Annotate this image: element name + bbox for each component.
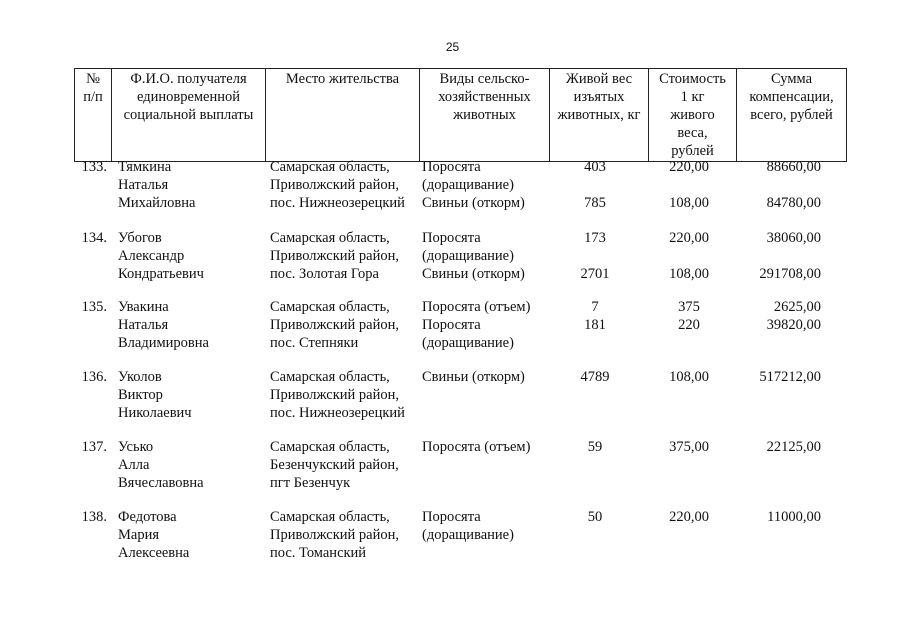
row-price: 220,00 (669, 509, 709, 525)
row-price: 108,00 (669, 369, 709, 385)
row-num: 136. (81, 369, 107, 385)
row-weight: 173 2701 (580, 230, 610, 282)
row-kind: Поросята (доращивание) Свиньи (откорм) (422, 230, 525, 282)
table-header (74, 68, 847, 162)
row-price: 220,00 108,00 (669, 159, 709, 211)
row-name: Увакина Наталья Владимировна (118, 299, 209, 351)
row-sum: 38060,00 291708,00 (759, 230, 821, 282)
row-name: Федотова Мария Алексеевна (118, 509, 190, 561)
row-place: Самарская область, Приволжский район, пос. Степняки (270, 299, 399, 351)
page-number: 25 (445, 40, 460, 54)
row-price: 375 220 (678, 299, 700, 333)
row-sum: 517212,00 (759, 369, 821, 385)
row-weight: 4789 (580, 369, 610, 385)
header-sum: Сумма компенсации, всего, рублей (737, 69, 847, 162)
header-weight: Живой вес изъятых животных, кг (550, 69, 649, 162)
row-weight: 403 785 (584, 159, 606, 211)
row-num: 135. (81, 299, 107, 315)
row-kind: Поросята (отъем) (422, 439, 531, 455)
header-name: Ф.И.О. получателя единовременной социальной выплаты (112, 69, 266, 162)
row-kind: Свиньи (откорм) (422, 369, 525, 385)
row-place: Самарская область, Приволжский район, пос. Золотая Гора (270, 230, 399, 282)
row-sum: 88660,00 84780,00 (766, 159, 821, 211)
row-place: Самарская область, Приволжский район, пос. Нижнеозерецкий (270, 159, 405, 211)
row-kind: Поросята (доращивание) Свиньи (откорм) (422, 159, 525, 211)
header-num: № п/п (75, 69, 112, 162)
row-num: 137. (81, 439, 107, 455)
row-sum: 2625,00 39820,00 (766, 299, 821, 333)
row-price: 220,00 108,00 (669, 230, 709, 282)
row-sum: 11000,00 (767, 509, 821, 525)
row-kind: Поросята (доращивание) (422, 509, 514, 543)
header-price: Стоимость 1 кг живого веса, рублей (649, 69, 737, 162)
row-weight: 7 181 (584, 299, 606, 333)
header-place: Место жительства (266, 69, 420, 162)
row-name: Усько Алла Вячеславовна (118, 439, 204, 491)
row-place: Самарская область, Приволжский район, пос. Томанский (270, 509, 399, 561)
row-num: 133. (81, 159, 107, 175)
row-place: Самарская область, Безенчукский район, пгт Безенчук (270, 439, 399, 491)
row-weight: 50 (587, 509, 603, 525)
row-name: Тямкина Наталья Михайловна (118, 159, 196, 211)
row-num: 138. (81, 509, 107, 525)
row-price: 375,00 (669, 439, 709, 455)
row-name: Уколов Виктор Николаевич (118, 369, 192, 421)
row-kind: Поросята (отъем) Поросята (доращивание) (422, 299, 531, 351)
row-name: Убогов Александр Кондратьевич (118, 230, 204, 282)
header-kind: Виды сельско- хозяйственных животных (420, 69, 550, 162)
row-sum: 22125,00 (766, 439, 821, 455)
row-weight: 59 (587, 439, 603, 455)
row-num: 134. (81, 230, 107, 246)
row-place: Самарская область, Приволжский район, пос. Нижнеозерецкий (270, 369, 405, 421)
